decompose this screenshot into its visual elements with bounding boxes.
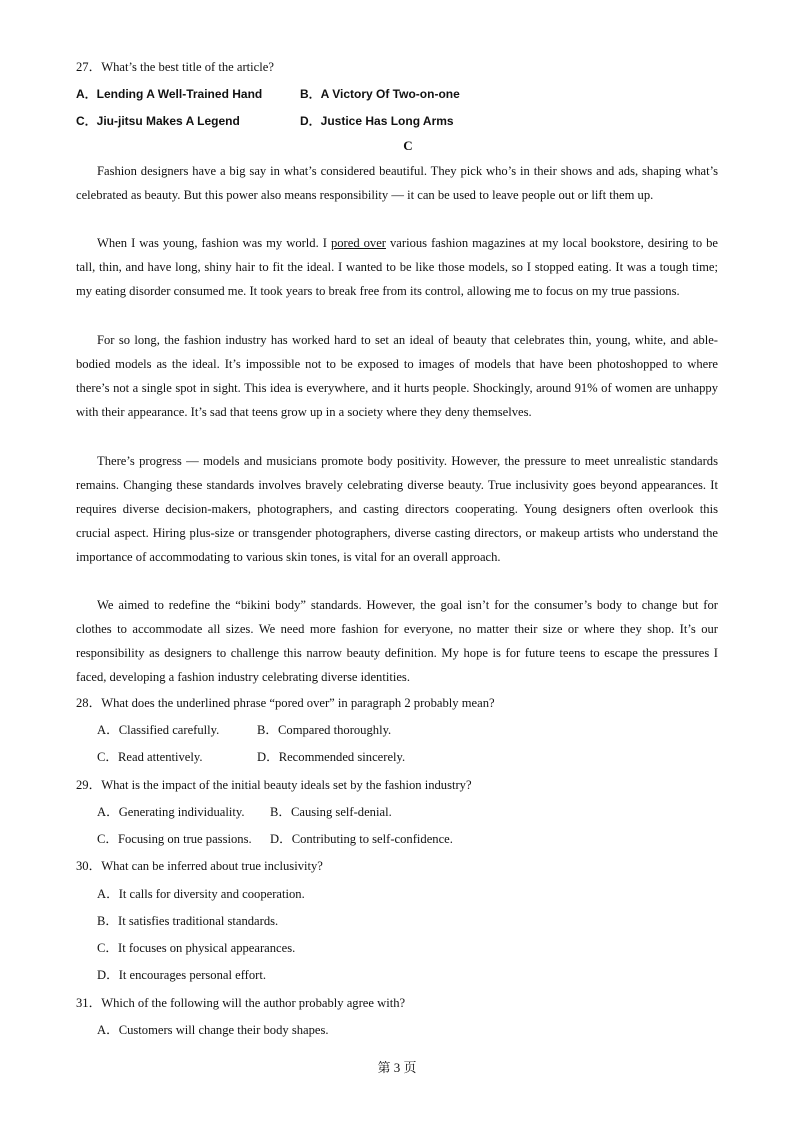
page-number-footer: 第 3 页: [377, 1060, 417, 1075]
question-27-stem: 27．What’s the best title of the article?: [76, 60, 274, 74]
passage-paragraph-4: There’s progress — models and musicians promote body positivity. However, the pressure to meet unrealistic standards remains. Changing these standards involves bravely celebrating diverse beauty. True inclusivity goes beyond appearances. It requires diverse decision-makers, photographers, and casting directors cooperating. Young designers often overlook this crucial aspect. Hiring plus-size or transgender photographers, diverse casting directors, or makeup artists who understand the importance of accommodating to various skin tones, is vital for an overall approach.: [76, 454, 718, 565]
question-31-stem: 31．Which of the following will the author probably agree with?: [76, 996, 406, 1010]
question-29-option-a: A．Generating individuality.: [97, 805, 245, 819]
question-27-option-b: B．A Victory Of Two-on-one: [300, 87, 460, 101]
paragraph-2-rest: various fashion magazines at my local bookstore, desiring to be tall, thin, and have long, shiny hair to fit the ideal. I wanted to be like those models, so I stopped eating. It was a tough time; my eating disorder consumed me. It took years to break free from its control, allowing me to focus on my true passions.: [76, 236, 719, 299]
question-30-stem: 30．What can be inferred about true inclusivity?: [76, 859, 323, 873]
paragraph-2-lead: When I was young, fashion was my world. I: [97, 236, 331, 250]
question-28-option-b: B．Compared thoroughly.: [257, 723, 392, 737]
passage-paragraph-5: We aimed to redefine the “bikini body” standards. However, the goal isn’t for the consumer’s body to change but for clothes to accommodate all sizes. We need more fashion for everyone, no matter their size or where they shop. It’s our responsibility as designers to challenge this narrow beauty definition. My hope is for future teens to escape the pressures I faced, developing a fashion industry celebrating diverse identities.: [76, 598, 718, 685]
question-27-option-a: A．Lending A Well-Trained Hand: [76, 87, 263, 101]
section-heading: C: [403, 138, 413, 153]
question-28-option-c: C．Read attentively.: [97, 750, 203, 764]
question-30-option-b: B．It satisfies traditional standards.: [97, 914, 279, 928]
question-29-option-c: C．Focusing on true passions.: [97, 832, 252, 846]
question-30-option-a: A．It calls for diversity and cooperation.: [97, 887, 305, 901]
passage-paragraph-1: Fashion designers have a big say in what’s considered beautiful. They pick who’s in their shows and ads, shaping what’s celebrated as beauty. But this power also means responsibility — it can be used to leave people out or lift them up.: [76, 164, 718, 203]
question-27-option-c: C．Jiu-jitsu Makes A Legend: [76, 114, 240, 128]
underlined-phrase: pored over: [330, 236, 386, 250]
question-29-stem: 29．What is the impact of the initial beauty ideals set by the fashion industry?: [76, 778, 472, 792]
question-30-option-d: D．It encourages personal effort.: [97, 968, 267, 982]
question-29-option-b: B．Causing self-denial.: [270, 805, 392, 819]
question-27-option-d: D．Justice Has Long Arms: [300, 114, 454, 128]
question-30-option-c: C．It focuses on physical appearances.: [97, 941, 296, 955]
passage-paragraph-3: For so long, the fashion industry has worked hard to set an ideal of beauty that celebrates thin, young, white, and able-bodied models as the ideal. It’s impossible not to be exposed to images of models that have been photoshopped to where there’s not a single spot in sight. This idea is everywhere, and it hurts people. Shockingly, around 91% of women are unhappy with their appearance. It’s sad that teens grow up in a society where they deny themselves.: [76, 333, 718, 420]
question-28-option-a: A．Classified carefully.: [97, 723, 220, 737]
passage-paragraph-2: [76, 231, 718, 303]
question-31-option-a: A．Customers will change their body shapes.: [97, 1023, 329, 1037]
question-28-stem: 28．What does the underlined phrase “pored over” in paragraph 2 probably mean?: [76, 696, 495, 710]
question-29-option-d: D．Contributing to self-confidence.: [270, 832, 453, 846]
question-28-option-d: D．Recommended sincerely.: [257, 750, 406, 764]
